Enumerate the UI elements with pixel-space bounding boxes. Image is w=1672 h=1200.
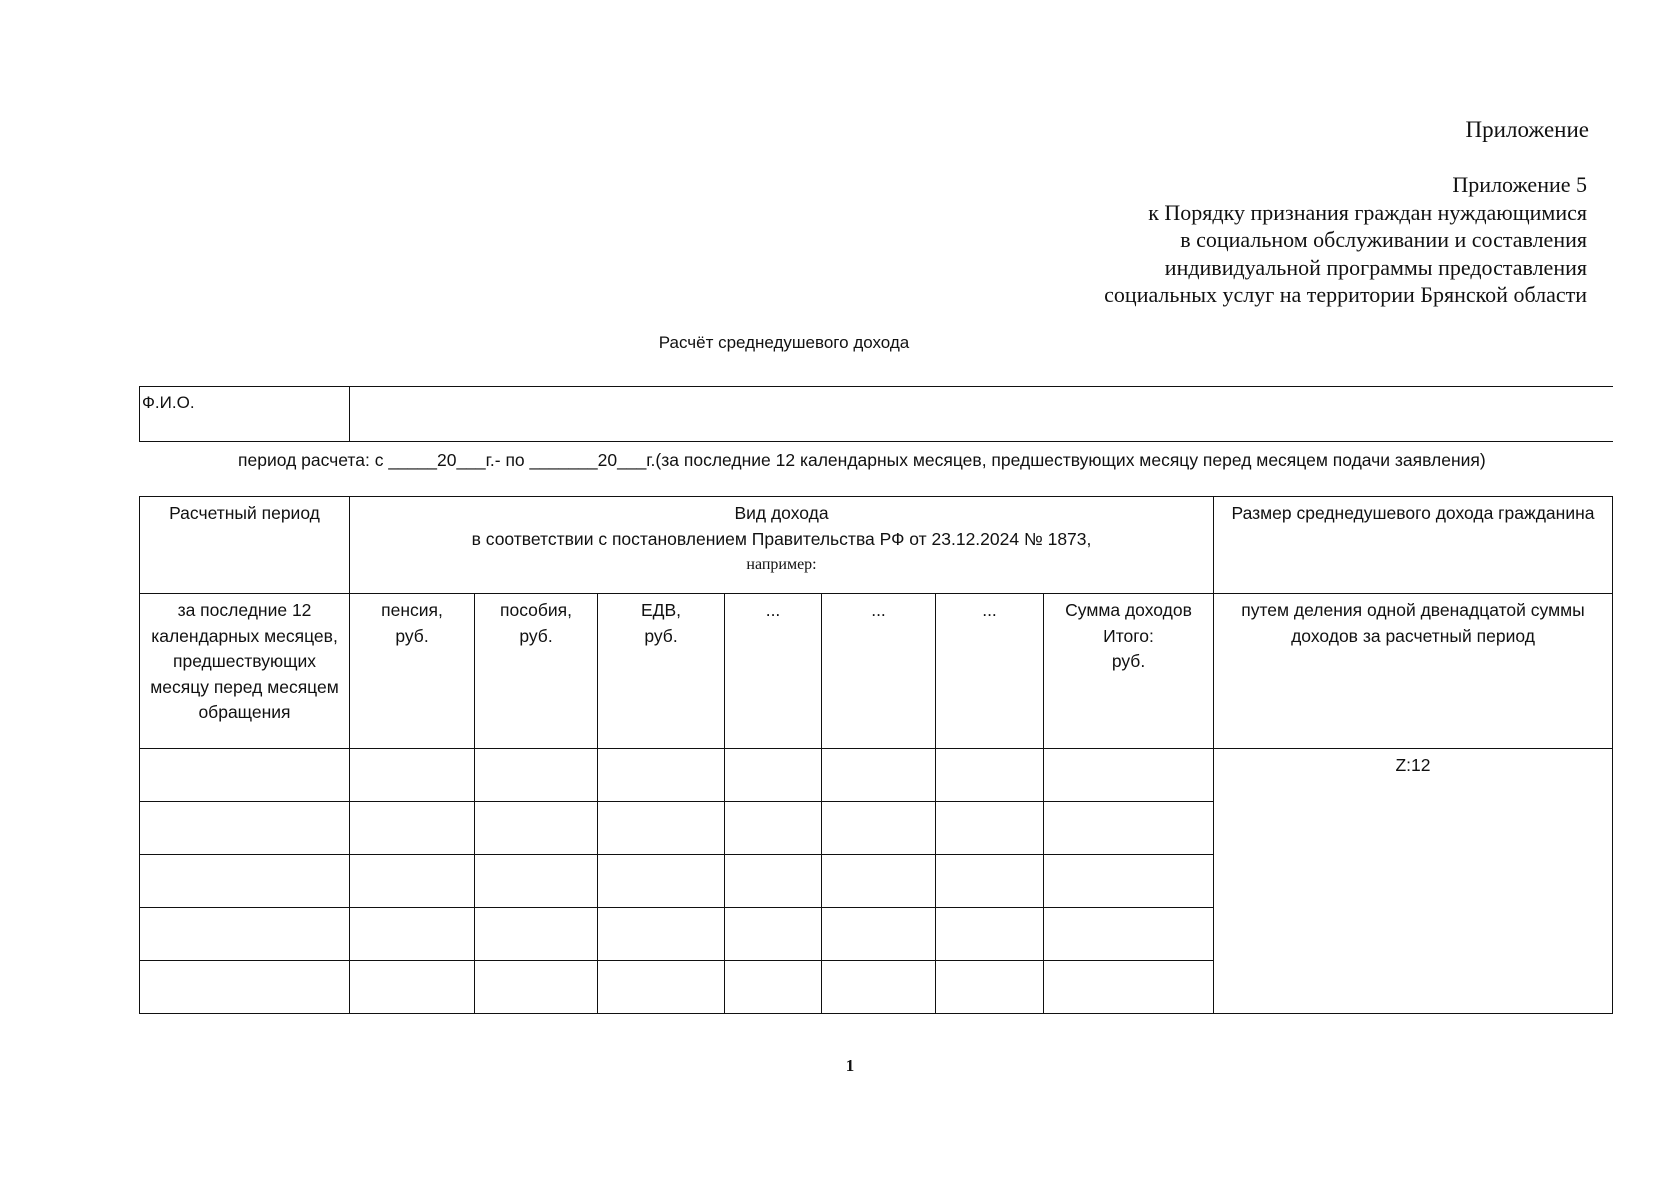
income-type-header [350, 497, 1214, 594]
table-cell[interactable] [140, 908, 350, 961]
table-cell[interactable] [822, 749, 936, 802]
table-cell[interactable] [1044, 908, 1214, 961]
table-cell[interactable] [350, 908, 475, 961]
period-column-header [140, 497, 350, 594]
fio-field[interactable] [349, 386, 1613, 442]
income-type-regulation: в соответствии с постановлением Правительства РФ от 23.12.2024 № 1873, [471, 528, 1092, 549]
appendix-number: Приложение 5 [1452, 172, 1587, 197]
table-cell[interactable] [598, 802, 725, 855]
table-cell[interactable] [598, 908, 725, 961]
income-type-example: например: [746, 556, 817, 573]
income-subcolumn-pension: пенсия, руб. [350, 594, 475, 749]
income-subcolumn-other: ... [725, 594, 822, 749]
table-cell[interactable] [350, 855, 475, 908]
table-cell[interactable] [140, 961, 350, 1014]
avg-income-header [1214, 497, 1613, 594]
table-cell[interactable] [822, 908, 936, 961]
period-description-text: за последние 12 календарных месяцев, предшествующих месяцу перед месяцем обращения [150, 600, 339, 722]
table-cell[interactable] [1044, 961, 1214, 1014]
table-cell[interactable] [1044, 855, 1214, 908]
income-subcolumn-total: Сумма доходов Итого: руб. [1044, 594, 1214, 749]
form-title: Расчёт среднедушевого дохода [658, 333, 910, 352]
table-cell[interactable] [598, 749, 725, 802]
income-subcolumn-other: ... [822, 594, 936, 749]
table-cell[interactable] [822, 802, 936, 855]
table-cell[interactable] [725, 749, 822, 802]
table-cell[interactable] [822, 855, 936, 908]
table-cell[interactable] [350, 961, 475, 1014]
table-cell[interactable] [936, 855, 1044, 908]
table-cell[interactable] [598, 961, 725, 1014]
formula-cell [1214, 749, 1613, 1014]
table-cell[interactable] [936, 961, 1044, 1014]
table-cell[interactable] [1044, 802, 1214, 855]
appendix-line: социальных услуг на территории Брянской области [1104, 282, 1587, 307]
table-cell[interactable] [475, 802, 598, 855]
table-cell[interactable] [140, 802, 350, 855]
appendix-block [1104, 171, 1587, 309]
income-subcolumn-benefits: пособия, руб. [475, 594, 598, 749]
table-cell[interactable] [1044, 749, 1214, 802]
appendix-line: индивидуальной программы предоставления [1164, 254, 1587, 280]
period-column-header-text: Расчетный период [169, 503, 320, 523]
table-cell[interactable] [475, 855, 598, 908]
income-subcolumn-edv: ЕДВ, руб. [598, 594, 725, 749]
fio-label: Ф.И.О. [139, 386, 349, 442]
avg-income-method-text: путем деления одной двенадцатой суммы доходов за расчетный период [1241, 600, 1585, 646]
period-line: период расчета: с _____20___г.- по _______20___г.(за последние 12 календарных месяцев, предшествующих месяцу перед месяцем подачи заявления) [238, 450, 1486, 470]
table-cell[interactable] [725, 802, 822, 855]
table-cell[interactable] [475, 961, 598, 1014]
avg-income-method [1214, 594, 1613, 749]
table-cell[interactable] [350, 749, 475, 802]
appendix-line: к Порядку признания граждан нуждающимися [1148, 199, 1587, 225]
table-cell[interactable] [936, 802, 1044, 855]
table-cell[interactable] [350, 802, 475, 855]
table-cell[interactable] [822, 961, 936, 1014]
table-cell[interactable] [140, 749, 350, 802]
table-cell[interactable] [140, 855, 350, 908]
table-cell[interactable] [475, 749, 598, 802]
table-cell[interactable] [475, 908, 598, 961]
income-table [139, 496, 1613, 1014]
formula-text: Z:12 [1395, 755, 1431, 775]
income-type-title: Вид дохода [734, 503, 829, 523]
income-subcolumn-other: ... [936, 594, 1044, 749]
table-cell[interactable] [598, 855, 725, 908]
appendix-line: в социальном обслуживании и составления [1180, 227, 1587, 252]
table-cell[interactable] [725, 908, 822, 961]
table-cell[interactable] [725, 961, 822, 1014]
page-number: 1 [845, 1056, 855, 1075]
table-cell[interactable] [725, 855, 822, 908]
table-cell[interactable] [936, 749, 1044, 802]
table-row [140, 749, 1613, 802]
appendix-label: Приложение [1465, 117, 1589, 142]
table-cell[interactable] [936, 908, 1044, 961]
period-description [140, 594, 350, 749]
avg-income-header-text: Размер среднедушевого дохода гражданина [1231, 503, 1595, 523]
